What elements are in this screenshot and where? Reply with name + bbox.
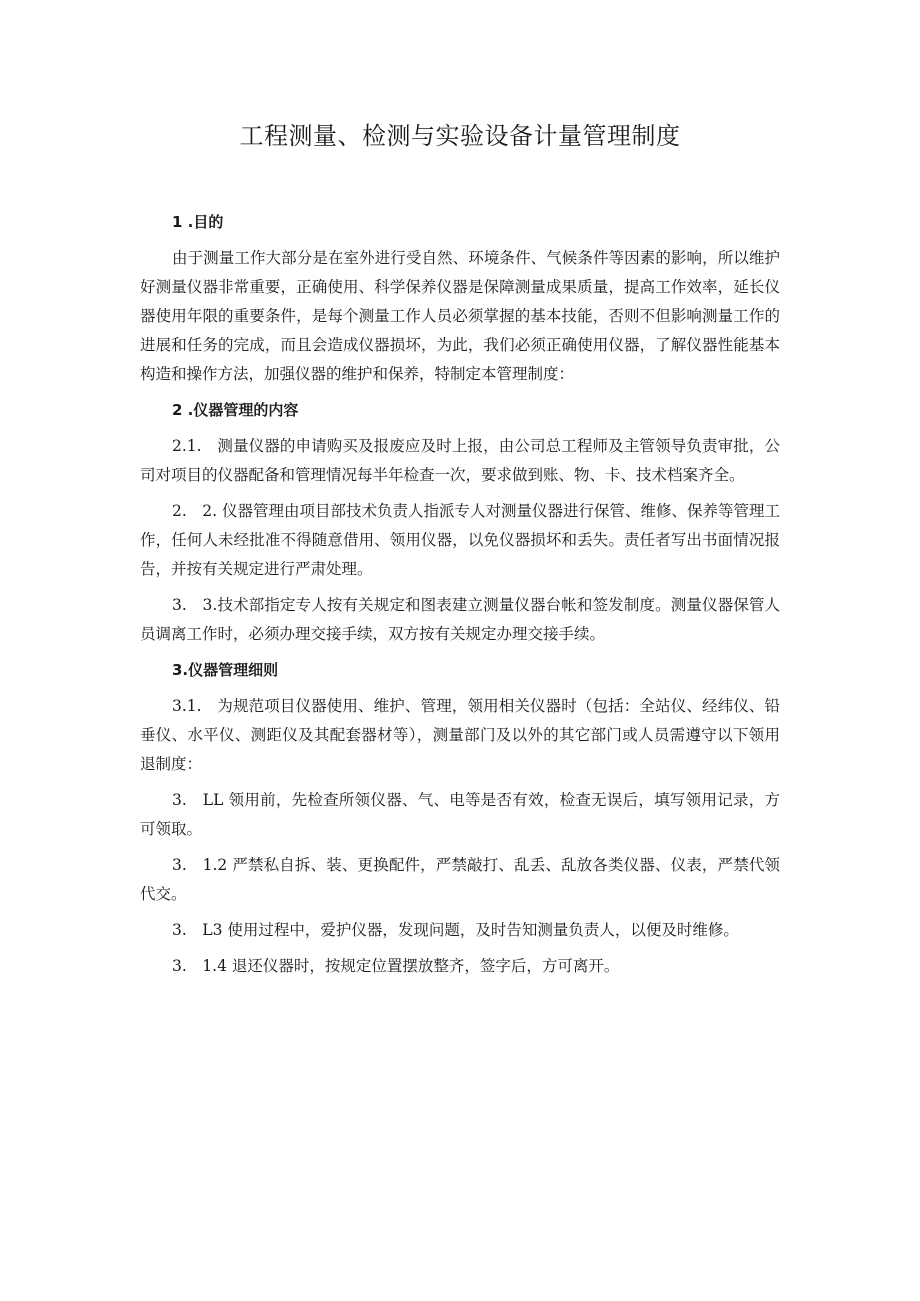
document-title: 工程测量、检测与实验设备计量管理制度 bbox=[239, 122, 681, 150]
clause-3-1-1: 3. LL 领用前，先检查所领仪器、气、电等是否有效，检查无误后，填写领用记录，方可领取。 bbox=[140, 791, 780, 838]
clause-3-1-2: 3. 1.2 严禁私自拆、装、更换配件，严禁敲打、乱丢、乱放各类仪器、仪表，严禁代领代交。 bbox=[140, 856, 780, 903]
clause-2-3: 3. 3.技术部指定专人按有关规定和图表建立测量仪器台帐和签发制度。测量仪器保管人员调离工作时，必须办理交接手续，双方按有关规定办理交接手续。 bbox=[140, 596, 780, 643]
clause-2-1: 2.1. 测量仪器的申请购买及报废应及时上报，由公司总工程师及主管领导负责审批，公司对项目的仪器配备和管理情况每半年检查一次，要求做到账、物、卡、技术档案齐全。 bbox=[140, 437, 780, 484]
clause-3-1-4: 3. 1.4 退还仪器时，按规定位置摆放整齐，签字后，方可离开。 bbox=[172, 957, 620, 975]
purpose-paragraph: 由于测量工作大部分是在室外进行受自然、环境条件、气候条件等因素的影响，所以维护好测量仪器非常重要，正确使用、科学保养仪器是保障测量成果质量，提高工作效率，延长仪器使用年限的重要条件，是每个测量工作人员必须掌握的基本技能，否则不但影响测量工作的进展和任务的完成，而且会造成仪器损坏，为此，我们必须正确使用仪器，了解仪器性能基本构造和操作方法，加强仪器的维护和保养，特制定本管理制度： bbox=[140, 249, 780, 383]
clause-2-2: 2. 2. 仪器管理由项目部技术负责人指派专人对测量仪器进行保管、维修、保养等管理工作，任何人未经批准不得随意借用、领用仪器，以免仪器损坏和丢失。责任者写出书面情况报告，并按有关规定进行严肃处理。 bbox=[140, 502, 781, 578]
section-heading-purpose: 1 .目的 bbox=[172, 213, 224, 231]
section-heading-management-content: 2 .仪器管理的内容 bbox=[172, 401, 299, 419]
clause-3-1-3: 3. L3 使用过程中，爱护仪器，发现问题，及时告知测量负责人，以便及时维修。 bbox=[172, 921, 739, 939]
section-heading-management-rules: 3.仪器管理细则 bbox=[172, 661, 279, 679]
clause-3-1: 3.1. 为规范项目仪器使用、维护、管理，领用相关仪器时（包括：全站仪、经纬仪、铅垂仪、水平仪、测距仪及其配套器材等），测量部门及以外的其它部门或人员需遵守以下领用退制度： bbox=[140, 697, 780, 773]
document-body bbox=[140, 208, 780, 988]
